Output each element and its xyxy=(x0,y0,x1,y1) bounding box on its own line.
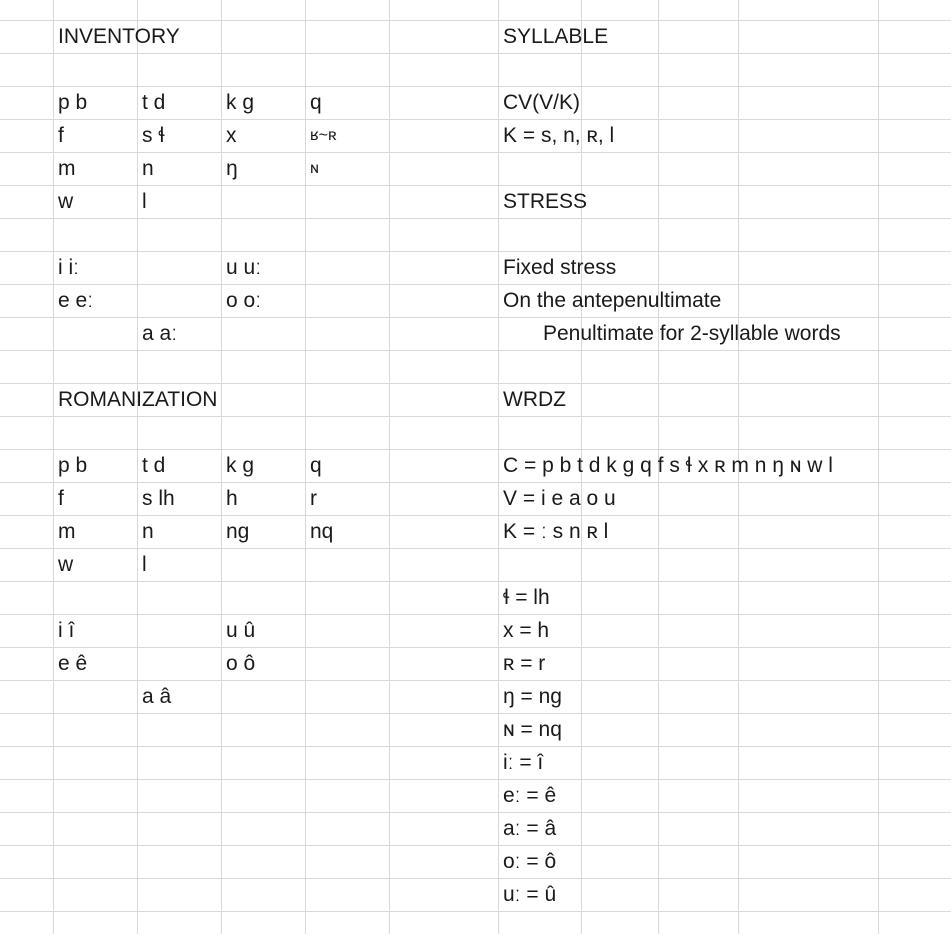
cell-B17[interactable]: w xyxy=(58,553,74,576)
column-gridline xyxy=(305,0,306,934)
cell-G3[interactable]: CV(V/K) xyxy=(503,91,581,114)
cell-C14[interactable]: t d xyxy=(142,454,166,477)
cell-B4[interactable]: f xyxy=(58,124,64,147)
cell-C6[interactable]: l xyxy=(142,190,147,213)
cell-C10[interactable]: a aː xyxy=(142,322,178,345)
cell-G20[interactable]: ʀ = r xyxy=(503,652,546,675)
cell-G24[interactable]: eː = ê xyxy=(503,784,557,807)
cell-G15[interactable]: V = i e a o u xyxy=(503,487,616,510)
cell-G8[interactable]: Fixed stress xyxy=(503,256,617,279)
cell-B8[interactable]: i iː xyxy=(58,256,79,279)
cell-D16[interactable]: ng xyxy=(226,520,250,543)
cell-D5[interactable]: ŋ xyxy=(226,157,238,180)
column-gridline xyxy=(221,0,222,934)
cell-C16[interactable]: n xyxy=(142,520,154,543)
cell-D20[interactable]: o ô xyxy=(226,652,256,675)
cell-B9[interactable]: e eː xyxy=(58,289,94,312)
cell-C5[interactable]: n xyxy=(142,157,154,180)
cell-B14[interactable]: p b xyxy=(58,454,88,477)
cell-G9[interactable]: On the antepenultimate xyxy=(503,289,722,312)
cell-B12[interactable]: ROMANIZATION xyxy=(58,388,218,411)
column-gridline xyxy=(498,0,499,934)
cell-D4[interactable]: x xyxy=(226,124,237,147)
cell-G1[interactable]: SYLLABLE xyxy=(503,25,609,48)
cell-D3[interactable]: k g xyxy=(226,91,255,114)
cell-C3[interactable]: t d xyxy=(142,91,166,114)
cell-G18[interactable]: ɬ = lh xyxy=(503,586,550,609)
cell-B3[interactable]: p b xyxy=(58,91,88,114)
column-gridline xyxy=(137,0,138,934)
cell-G22[interactable]: ɴ = nq xyxy=(503,718,562,741)
cell-B15[interactable]: f xyxy=(58,487,64,510)
cell-B5[interactable]: m xyxy=(58,157,76,180)
cell-B6[interactable]: w xyxy=(58,190,74,213)
column-gridline xyxy=(878,0,879,934)
cell-C17[interactable]: l xyxy=(142,553,147,576)
cell-G23[interactable]: iː = î xyxy=(503,751,544,774)
cell-E4[interactable]: ʁ~ʀ xyxy=(310,127,337,144)
cell-B20[interactable]: e ê xyxy=(58,652,88,675)
cell-D19[interactable]: u û xyxy=(226,619,256,642)
column-gridline xyxy=(53,0,54,934)
cell-C15[interactable]: s lh xyxy=(142,487,175,510)
cell-E14[interactable]: q xyxy=(310,454,322,477)
cell-D9[interactable]: o oː xyxy=(226,289,262,312)
cell-B19[interactable]: i î xyxy=(58,619,75,642)
cell-G16[interactable]: K = ː s n ʀ l xyxy=(503,520,609,543)
cell-D15[interactable]: h xyxy=(226,487,238,510)
cell-G14[interactable]: C = p b t d k g q f s ɬ x ʀ m n ŋ ɴ w l xyxy=(503,454,833,477)
cell-B16[interactable]: m xyxy=(58,520,76,543)
cell-E5[interactable]: ɴ xyxy=(310,160,319,177)
cell-G6[interactable]: STRESS xyxy=(503,190,588,213)
cell-G4[interactable]: K = s, n, ʀ, l xyxy=(503,124,615,147)
cell-B1[interactable]: INVENTORY xyxy=(58,25,180,48)
cell-D8[interactable]: u uː xyxy=(226,256,262,279)
cell-G26[interactable]: oː = ô xyxy=(503,850,557,873)
cell-D14[interactable]: k g xyxy=(226,454,255,477)
cell-C4[interactable]: s ɬ xyxy=(142,124,165,147)
cell-G25[interactable]: aː = â xyxy=(503,817,557,840)
cell-E16[interactable]: nq xyxy=(310,520,334,543)
cell-G19[interactable]: x = h xyxy=(503,619,550,642)
cell-G12[interactable]: WRDZ xyxy=(503,388,566,411)
cell-G27[interactable]: uː = û xyxy=(503,883,557,906)
cell-G10[interactable]: Penultimate for 2-syllable words xyxy=(543,322,841,345)
cell-G21[interactable]: ŋ = ng xyxy=(503,685,562,708)
cell-E15[interactable]: r xyxy=(310,487,317,510)
column-gridline xyxy=(389,0,390,934)
cell-C21[interactable]: a â xyxy=(142,685,172,708)
cell-E3[interactable]: q xyxy=(310,91,322,114)
